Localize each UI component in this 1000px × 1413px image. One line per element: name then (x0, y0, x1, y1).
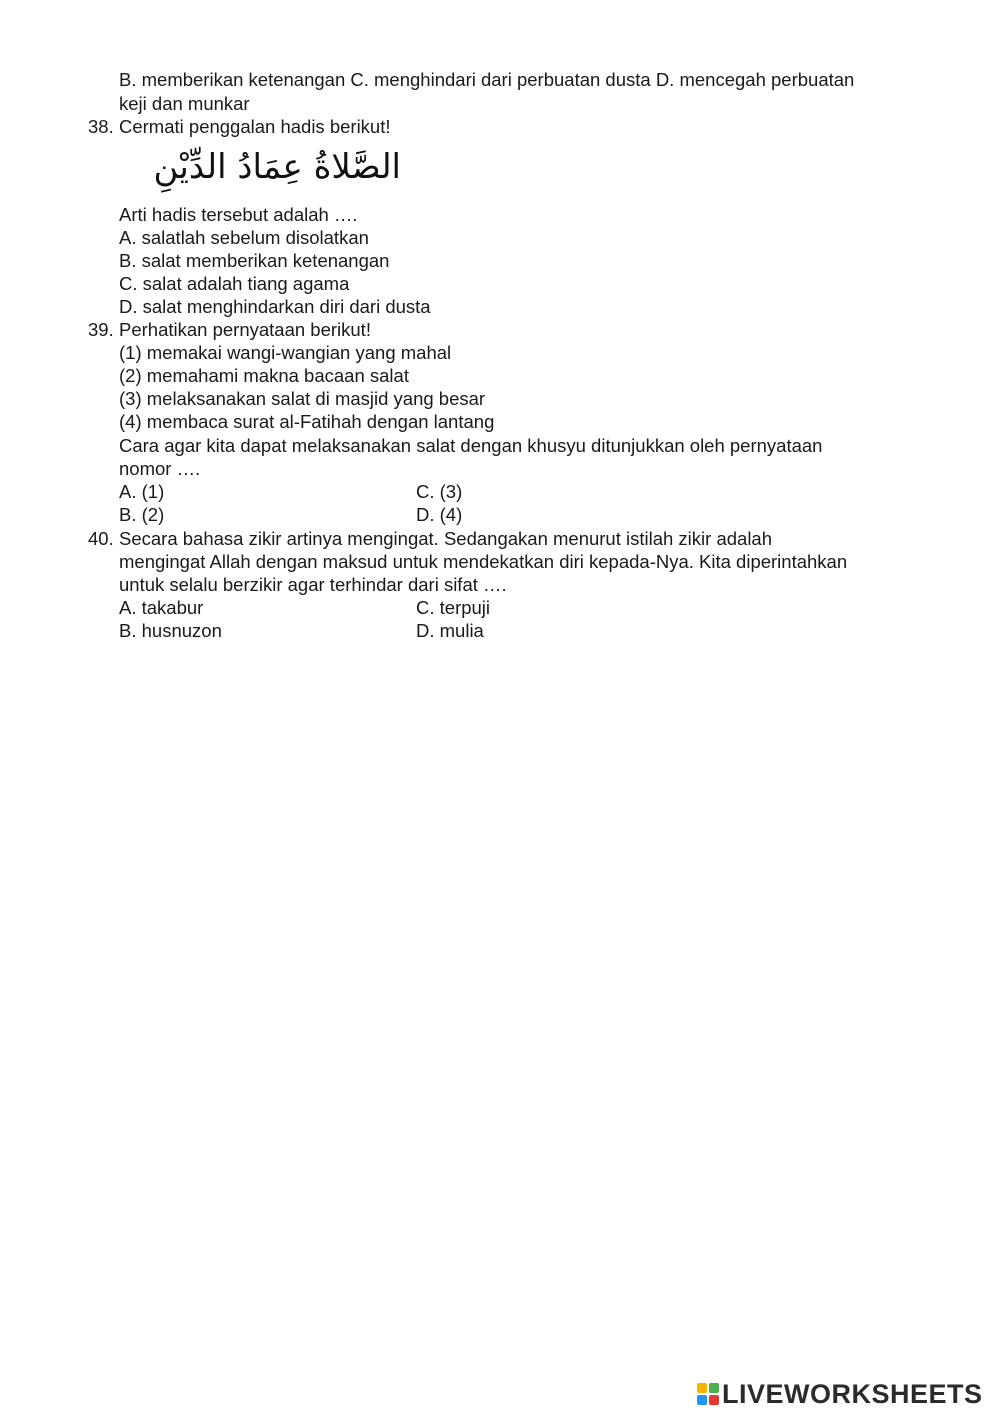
q38-question: Arti hadis tersebut adalah …. (119, 204, 358, 225)
q37-options-line2: keji dan munkar (119, 93, 250, 114)
q37-options-line1: B. memberikan ketenangan C. menghindari dari perbuatan dusta D. mencegah perbuatan (119, 69, 855, 90)
liveworksheets-logo-icon (697, 1383, 719, 1405)
q39-option-c[interactable]: C. (3) (416, 481, 463, 502)
q39-statement-4: (4) membaca surat al-Fatihah dengan lantang (119, 411, 495, 432)
q40-option-c[interactable]: C. terpuji (416, 597, 491, 618)
q40-text-line1: Secara bahasa zikir artinya mengingat. Sedangakan menurut istilah zikir adalah (119, 528, 773, 549)
q40-text-line3: untuk selalu berzikir agar terhindar dari sifat …. (119, 574, 507, 595)
q39-option-b[interactable]: B. (2) (119, 504, 165, 525)
q39-option-d[interactable]: D. (4) (416, 504, 463, 525)
q39-question-line2: nomor …. (119, 458, 201, 479)
q40-number: 40. (88, 528, 114, 549)
q39-option-a[interactable]: A. (1) (119, 481, 165, 502)
q38-option-a[interactable]: A. salatlah sebelum disolatkan (119, 227, 369, 248)
q39-number: 39. (88, 319, 114, 340)
q38-arabic-hadith: الصَّلاةُ عِمَادُ الدِّيْنِ (153, 147, 401, 187)
q40-text-line2: mengingat Allah dengan maksud untuk mendekatkan diri kepada-Nya. Kita diperintahkan (119, 551, 848, 572)
q38-prompt: Cermati penggalan hadis berikut! (119, 116, 391, 137)
q38-option-b[interactable]: B. salat memberikan ketenangan (119, 250, 390, 271)
q40-option-a[interactable]: A. takabur (119, 597, 204, 618)
q40-option-d[interactable]: D. mulia (416, 620, 484, 641)
logo-square-2 (709, 1383, 719, 1393)
q38-option-d[interactable]: D. salat menghindarkan diri dari dusta (119, 296, 431, 317)
q39-prompt: Perhatikan pernyataan berikut! (119, 319, 371, 340)
liveworksheets-logo[interactable] (697, 1378, 983, 1410)
logo-square-3 (697, 1395, 707, 1405)
logo-text: LIVEWORKSHEETS (722, 1378, 983, 1409)
q39-question-line1: Cara agar kita dapat melaksanakan salat dengan khusyu ditunjukkan oleh pernyataan (119, 435, 823, 456)
q39-statement-1: (1) memakai wangi-wangian yang mahal (119, 342, 452, 363)
q39-statement-2: (2) memahami makna bacaan salat (119, 365, 409, 386)
logo-square-4 (709, 1395, 719, 1405)
q39-statement-3: (3) melaksanakan salat di masjid yang besar (119, 388, 486, 409)
q38-option-c[interactable]: C. salat adalah tiang agama (119, 273, 350, 294)
q38-number: 38. (88, 116, 114, 137)
q40-option-b[interactable]: B. husnuzon (119, 620, 222, 641)
logo-square-1 (697, 1383, 707, 1393)
